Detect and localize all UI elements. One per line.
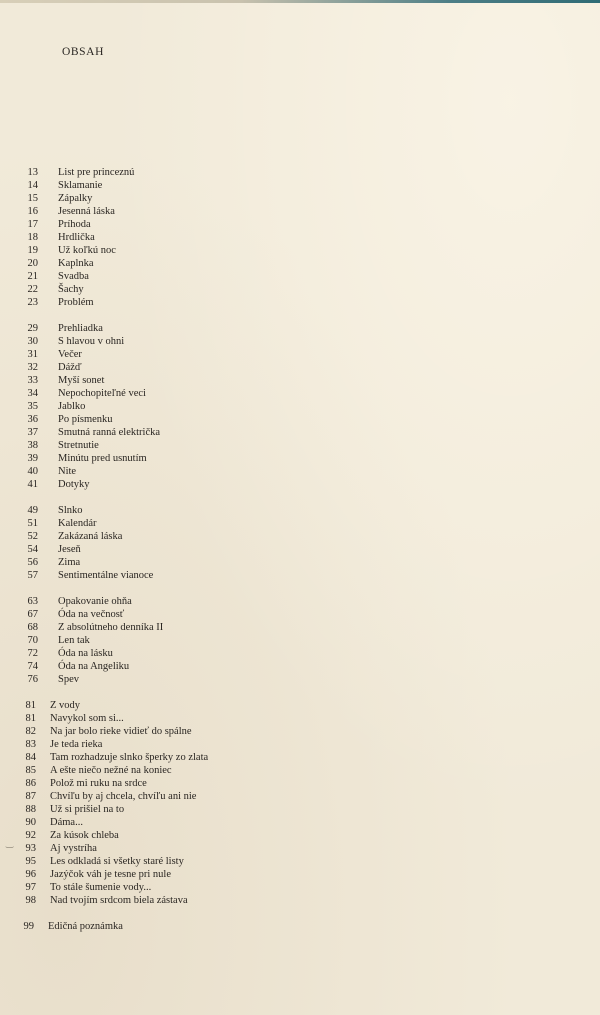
toc-title: List pre princeznú bbox=[58, 167, 135, 178]
toc-page-number: 72 bbox=[27, 648, 38, 659]
toc-entry bbox=[0, 712, 600, 725]
toc-title: S hlavou v ohni bbox=[58, 336, 125, 347]
toc-entry bbox=[0, 764, 600, 777]
toc-title: Zápalky bbox=[58, 193, 93, 204]
toc-page-number: 32 bbox=[27, 362, 38, 373]
toc-page-number: 92 bbox=[25, 830, 36, 841]
toc-page-number: 95 bbox=[25, 856, 36, 867]
toc-title: Myší sonet bbox=[58, 375, 105, 386]
toc-page-number: 40 bbox=[27, 466, 38, 477]
toc-page-number: 18 bbox=[27, 232, 38, 243]
toc-title: Óda na lásku bbox=[58, 648, 113, 659]
toc-entry bbox=[0, 881, 600, 894]
toc-page-number: 22 bbox=[27, 284, 38, 295]
toc-entry bbox=[0, 413, 600, 426]
toc-title: Jazýčok váh je tesne pri nule bbox=[50, 869, 171, 880]
toc-entry bbox=[0, 439, 600, 452]
toc-title: Óda na večnosť bbox=[58, 609, 125, 620]
toc-page-number: 81 bbox=[25, 713, 36, 724]
toc-entry bbox=[0, 244, 600, 257]
toc-page-number: 52 bbox=[27, 531, 38, 542]
toc-page-number: 23 bbox=[27, 297, 38, 308]
toc-page-number: 41 bbox=[27, 479, 38, 490]
toc-entry bbox=[0, 569, 600, 582]
toc-title: Dáma... bbox=[50, 817, 83, 828]
toc-page-number: 37 bbox=[27, 427, 38, 438]
toc-page-number: 54 bbox=[27, 544, 38, 555]
toc-entry bbox=[0, 868, 600, 881]
toc-title: Navykol som si... bbox=[50, 713, 124, 724]
toc-title: Óda na Angeliku bbox=[58, 661, 130, 672]
toc-title: To stále šumenie vody... bbox=[50, 882, 152, 893]
toc-title: Je teda rieka bbox=[50, 739, 103, 750]
toc-entry bbox=[0, 595, 600, 608]
toc-title: Minútu pred usnutím bbox=[58, 453, 147, 464]
toc-page-number: 35 bbox=[27, 401, 38, 412]
toc-title: Svadba bbox=[58, 271, 89, 282]
toc-title: Aj vystríha bbox=[50, 843, 97, 854]
toc-page-number: 88 bbox=[25, 804, 36, 815]
toc-page-number: 68 bbox=[27, 622, 38, 633]
toc-title: Nad tvojím srdcom biela zástava bbox=[50, 895, 188, 906]
toc-title: Príhoda bbox=[58, 219, 91, 230]
toc-page-number: 82 bbox=[25, 726, 36, 737]
toc-page-number: 14 bbox=[27, 180, 38, 191]
toc-entry bbox=[0, 361, 600, 374]
contents-heading: OBSAH bbox=[62, 46, 104, 58]
toc-title: Chvíľu by aj chcela, chvíľu ani nie bbox=[50, 791, 197, 802]
toc-entry bbox=[0, 465, 600, 478]
toc-entry bbox=[0, 543, 600, 556]
toc-page-number: 34 bbox=[27, 388, 38, 399]
toc-page-number: 38 bbox=[27, 440, 38, 451]
toc-page-number: 21 bbox=[27, 271, 38, 282]
toc-entry bbox=[0, 634, 600, 647]
toc-page-number: 96 bbox=[25, 869, 36, 880]
toc-entry bbox=[0, 777, 600, 790]
toc-entry bbox=[0, 179, 600, 192]
toc-page-number: 30 bbox=[27, 336, 38, 347]
toc-title: Z absolútneho denníka II bbox=[58, 622, 164, 633]
toc-title: Slnko bbox=[58, 505, 83, 516]
toc-page-number: 83 bbox=[25, 739, 36, 750]
toc-title: Hrdlička bbox=[58, 232, 95, 243]
toc-entry bbox=[0, 842, 600, 855]
toc-page-number: 56 bbox=[27, 557, 38, 568]
toc-title: Večer bbox=[58, 349, 82, 360]
toc-page-number: 51 bbox=[27, 518, 38, 529]
cover-edge bbox=[0, 0, 600, 3]
toc-page-number: 39 bbox=[27, 453, 38, 464]
toc-title: Na jar bolo rieke vidieť do spálne bbox=[50, 726, 192, 737]
toc-title: Po písmenku bbox=[58, 414, 113, 425]
toc-entry bbox=[0, 231, 600, 244]
toc-title: Edičná poznámka bbox=[48, 921, 123, 932]
table-of-contents bbox=[0, 166, 600, 933]
toc-entry bbox=[0, 478, 600, 491]
toc-title: Sklamanie bbox=[58, 180, 103, 191]
toc-title: Dážď bbox=[58, 362, 82, 373]
toc-entry bbox=[0, 192, 600, 205]
toc-title: Za kúsok chleba bbox=[50, 830, 119, 841]
toc-entry bbox=[0, 647, 600, 660]
toc-page-number: 87 bbox=[25, 791, 36, 802]
toc-title: Jablko bbox=[58, 401, 86, 412]
toc-entry bbox=[0, 894, 600, 907]
toc-entry bbox=[0, 322, 600, 335]
toc-entry bbox=[0, 205, 600, 218]
toc-title: Smutná ranná električka bbox=[58, 427, 161, 438]
toc-title: Opakovanie ohňa bbox=[58, 596, 132, 607]
toc-entry bbox=[0, 829, 600, 842]
toc-entry bbox=[0, 517, 600, 530]
toc-entry bbox=[0, 725, 600, 738]
toc-entry bbox=[0, 816, 600, 829]
toc-title: Polož mi ruku na srdce bbox=[50, 778, 147, 789]
toc-page-number: 67 bbox=[27, 609, 38, 620]
toc-title: Les odkladá si všetky staré listy bbox=[50, 856, 184, 867]
toc-title: Jeseň bbox=[58, 544, 81, 555]
toc-page-number: 98 bbox=[25, 895, 36, 906]
toc-page-number: 70 bbox=[27, 635, 38, 646]
toc-page-number: 57 bbox=[27, 570, 38, 581]
toc-entry bbox=[0, 660, 600, 673]
toc-entry bbox=[0, 738, 600, 751]
toc-page-number: 90 bbox=[25, 817, 36, 828]
toc-entry bbox=[0, 270, 600, 283]
toc-page-number: 36 bbox=[27, 414, 38, 425]
toc-entry bbox=[0, 504, 600, 517]
toc-entry bbox=[0, 335, 600, 348]
toc-entry bbox=[0, 855, 600, 868]
toc-title: Kaplnka bbox=[58, 258, 94, 269]
toc-title: Dotyky bbox=[58, 479, 90, 490]
toc-entry bbox=[0, 699, 600, 712]
toc-entry bbox=[0, 556, 600, 569]
toc-title: Nite bbox=[58, 466, 77, 477]
toc-page-number: 99 bbox=[23, 921, 34, 932]
toc-title: Šachy bbox=[58, 284, 84, 295]
toc-title: Sentimentálne vianoce bbox=[58, 570, 154, 581]
toc-page-number: 49 bbox=[27, 505, 38, 516]
toc-page-number: 97 bbox=[25, 882, 36, 893]
toc-entry bbox=[0, 452, 600, 465]
toc-title: Už koľkú noc bbox=[58, 245, 116, 256]
toc-page-number: 63 bbox=[27, 596, 38, 607]
toc-page-number: 84 bbox=[25, 752, 36, 763]
toc-page-number: 29 bbox=[27, 323, 38, 334]
toc-page-number: 17 bbox=[27, 219, 38, 230]
toc-entry bbox=[0, 296, 600, 309]
toc-entry bbox=[0, 257, 600, 270]
toc-page-number: 93 bbox=[25, 843, 36, 854]
toc-page-number: 86 bbox=[25, 778, 36, 789]
toc-title: Zima bbox=[58, 557, 81, 568]
toc-entry bbox=[0, 530, 600, 543]
toc-page-number: 31 bbox=[27, 349, 38, 360]
toc-page-number: 81 bbox=[25, 700, 36, 711]
toc-entry bbox=[0, 283, 600, 296]
toc-entry bbox=[0, 400, 600, 413]
toc-entry bbox=[0, 751, 600, 764]
toc-title: A ešte niečo nežné na koniec bbox=[50, 765, 172, 776]
toc-entry bbox=[0, 608, 600, 621]
toc-title: Jesenná láska bbox=[58, 206, 115, 217]
toc-page-number: 85 bbox=[25, 765, 36, 776]
toc-entry bbox=[0, 803, 600, 816]
toc-entry bbox=[0, 621, 600, 634]
toc-title: Spev bbox=[58, 674, 79, 685]
toc-entry bbox=[0, 218, 600, 231]
toc-title: Stretnutie bbox=[58, 440, 99, 451]
toc-title: Už si prišiel na to bbox=[50, 804, 125, 815]
toc-entry bbox=[0, 166, 600, 179]
toc-entry bbox=[0, 348, 600, 361]
toc-page-number: 74 bbox=[27, 661, 38, 672]
toc-title: Len tak bbox=[58, 635, 90, 646]
toc-entry bbox=[0, 673, 600, 686]
toc-entry bbox=[0, 426, 600, 439]
toc-title: Problém bbox=[58, 297, 94, 308]
toc-page-number: 33 bbox=[27, 375, 38, 386]
toc-page-number: 20 bbox=[27, 258, 38, 269]
toc-title: Prehliadka bbox=[58, 323, 103, 334]
toc-page-number: 15 bbox=[27, 193, 38, 204]
toc-entry bbox=[0, 387, 600, 400]
toc-page-number: 76 bbox=[27, 674, 38, 685]
toc-entry bbox=[0, 920, 600, 933]
toc-title: Zakázaná láska bbox=[58, 531, 123, 542]
paper-speck: ‿ bbox=[6, 838, 14, 848]
toc-title: Tam rozhadzuje slnko šperky zo zlata bbox=[50, 752, 209, 763]
toc-page-number: 16 bbox=[27, 206, 38, 217]
toc-entry bbox=[0, 374, 600, 387]
toc-page-number: 13 bbox=[27, 167, 38, 178]
toc-title: Kalendár bbox=[58, 518, 97, 529]
toc-title: Z vody bbox=[50, 700, 81, 711]
toc-title: Nepochopiteľné veci bbox=[58, 388, 146, 399]
toc-entry bbox=[0, 790, 600, 803]
toc-page-number: 19 bbox=[27, 245, 38, 256]
